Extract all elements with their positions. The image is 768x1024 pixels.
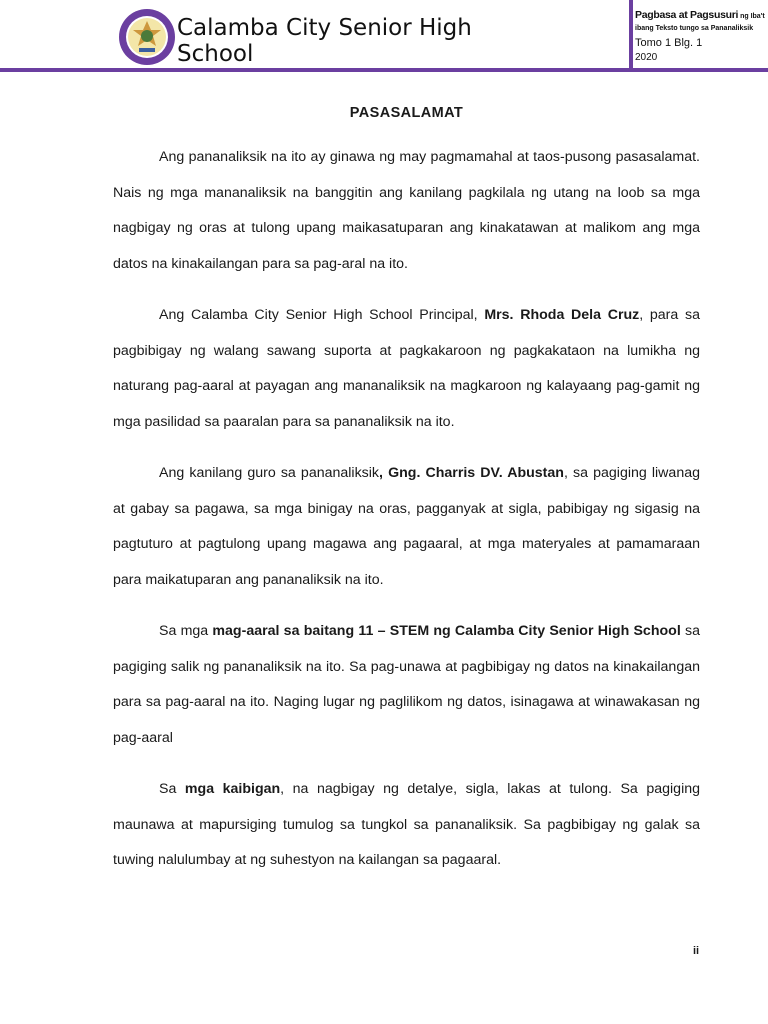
series-title-suffix: ng Iba't: [738, 13, 765, 20]
bold-name-text: mag-aaral sa baitang 11 – STEM ng Calamba City Senior High School: [212, 623, 681, 639]
body-paragraph: [113, 140, 700, 282]
paragraph-list: [113, 140, 700, 879]
journal-info: [635, 10, 765, 63]
body-paragraph: [113, 614, 700, 756]
page-header: [0, 0, 768, 74]
series-title: Pagbasa at Pagsusuri: [635, 9, 739, 21]
bold-name-text: Mrs. Rhoda Dela Cruz: [484, 307, 640, 323]
publication-year: 2020: [635, 52, 658, 63]
school-name: Calamba City Senior High School: [177, 15, 472, 67]
header-horizontal-divider: [0, 68, 768, 72]
body-paragraph: [113, 298, 700, 440]
paragraph-text: Ang kanilang guro sa pananaliksik: [159, 465, 380, 481]
document-body: [113, 105, 700, 895]
paragraph-text: , na nagbigay ng detalye, sigla, lakas at tulong. Sa pagiging maunawa at mapursiging tumulog sa tungkol sa pananaliksik. Sa pagbibigay ng galak sa tuwing nalulumbay at ng suhestyon na kailangan sa pagaaral.: [113, 781, 701, 868]
page-number: ii: [693, 945, 700, 957]
paragraph-text: Ang Calamba City Senior High School Principal,: [159, 307, 485, 323]
paragraph-text: , para sa pagbibigay ng walang sawang suporta at pagkakaroon ng pagkakataon na lumikha ng naturang pag-aaral at payagan ang mananaliksik na magkaroon ng kalayaang pag-gamit ng mga pasilidad sa paaralan para sa pananaliksik na ito.: [113, 307, 700, 430]
paragraph-text: Sa mga: [159, 623, 213, 639]
bold-name-text: mga kaibigan: [184, 781, 281, 797]
volume-issue: Tomo 1 Blg. 1: [635, 37, 703, 49]
body-paragraph: [113, 456, 700, 598]
paragraph-text: Ang pananaliksik na ito ay ginawa ng may pagmamahal at taos-pusong pasasalamat. Nais ng mga mananaliksik na banggitin ang kanilang pagkilala ng utang na loob sa mga nagbigay ng oras at tulong upang maikasatuparan ang kinakatawan at malikom ang mga datos na kinakailangan para sa pag-aral na ito.: [113, 149, 700, 272]
header-vertical-divider: [629, 0, 633, 68]
document-title: PASASALAMAT: [349, 105, 464, 121]
paragraph-text: Sa: [159, 781, 185, 797]
paragraph-text: , sa pagiging liwanag at gabay sa pagawa, sa mga binigay na oras, pagganyak at sigla, pabibigay ng sigasig na pagtuturo at pagtulong upang magawa ang pagaaral, at mga materyales at pamamaraan para maikatuparan ang pananaliksik na ito.: [113, 465, 700, 588]
bold-name-text: , Gng. Charris DV. Abustan: [379, 465, 564, 481]
body-paragraph: [113, 772, 700, 879]
series-subtitle: ibang Teksto tungo sa Pananaliksik: [635, 25, 754, 32]
paragraph-text: sa pagiging salik ng pananaliksik na ito. Sa pag-unawa at pagbibigay ng datos na kinakailangan para sa pag-aaral na ito. Naging lugar ng paglilikom ng datos, isinagawa at winawakasan ng pag-aaral: [113, 623, 700, 746]
school-seal-logo: [118, 8, 176, 66]
